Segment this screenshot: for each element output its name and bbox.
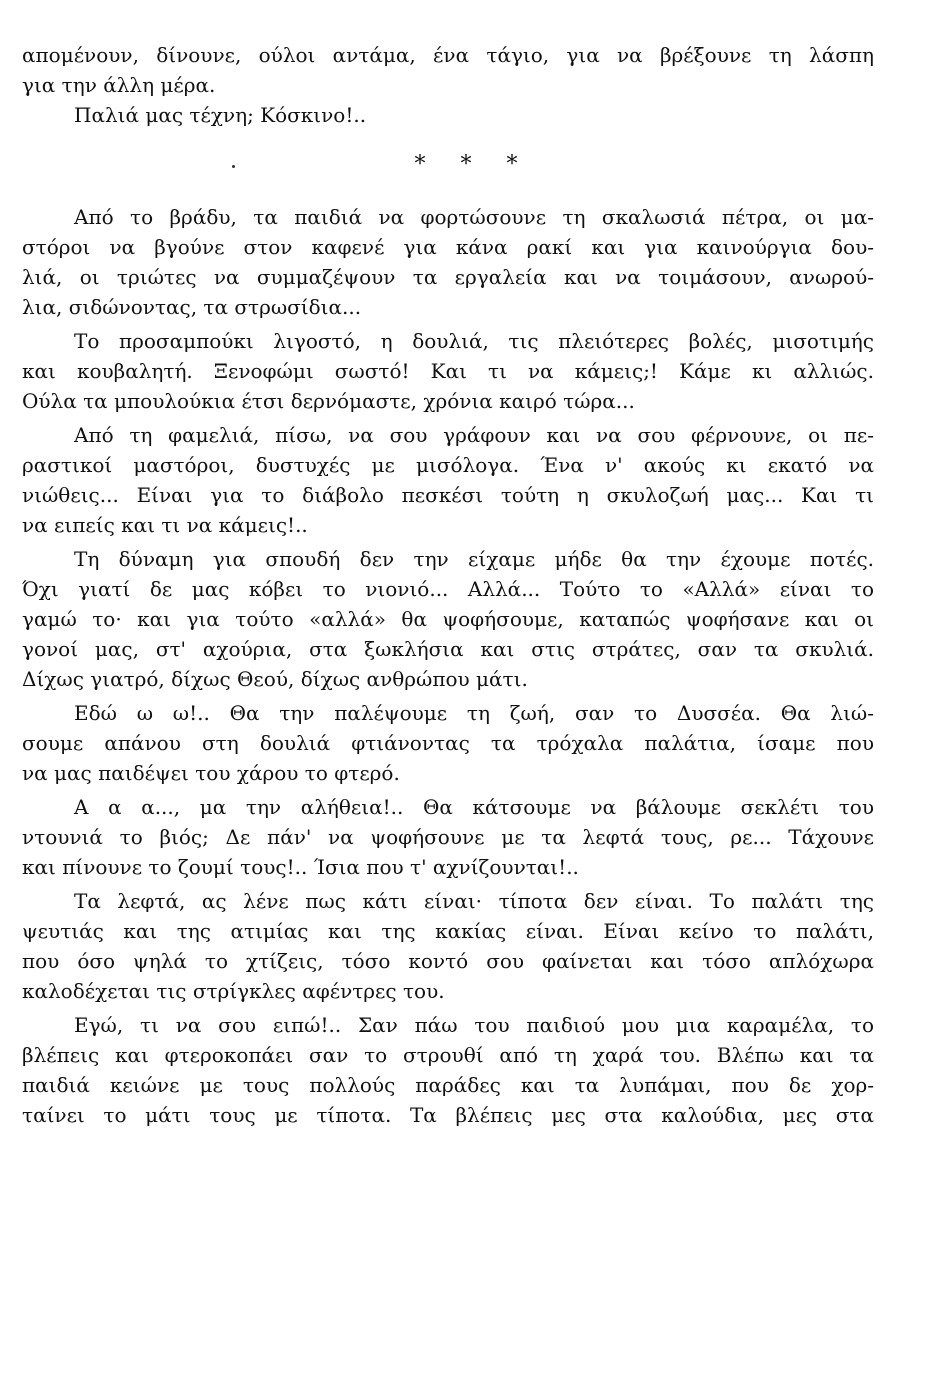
- text-line: λια, σιδώνοντας, τα στρωσίδια...: [22, 295, 362, 319]
- text-line: και κουβαλητή. Ξενοφώμι σωστό! Και τι να κάμεις;! Κάμε κι αλλιώς.: [22, 359, 874, 383]
- text-line: λιά, οι τριώτες να συμμαζέψουν τα εργαλεία και να τοιμάσουν, ανωρού-: [22, 265, 874, 289]
- text-line: γαμώ το· και για τούτο «αλλά» θα ψοφήσουμε, καταπώς ψοφήσανε και οι: [22, 607, 874, 631]
- text-line: να μας παιδέψει του χάρου το φτερό.: [22, 761, 400, 785]
- text-line: βλέπεις και φτεροκοπάει σαν το στρουθί από τη χαρά του. Βλέπω και τα: [22, 1043, 874, 1067]
- paragraph: [22, 698, 874, 788]
- paragraph: [22, 544, 874, 694]
- text-line: Από τη φαμελιά, πίσω, να σου γράφουν και να σου φέρνουνε, οι πε-: [74, 423, 874, 447]
- text-line: Τα λεφτά, ας λένε πως κάτι είναι· τίποτα δεν είναι. Το παλάτι της: [74, 889, 874, 913]
- paragraph: [22, 792, 874, 882]
- document-page: [22, 40, 874, 1130]
- paragraph: [22, 886, 874, 1006]
- stray-dot-mark: [232, 165, 235, 168]
- text-line: Α α α..., μα την αλήθεια!.. Θα κάτσουμε να βάλουμε σεκλέτι του: [74, 795, 874, 819]
- text-line: για την άλλη μέρα.: [22, 73, 216, 97]
- text-line: Παλιά μας τέχνη; Κόσκινο!..: [74, 103, 367, 127]
- text-line: Εγώ, τι να σου ειπώ!.. Σαν πάω του παιδιού μου μια καραμέλα, το: [74, 1013, 874, 1037]
- text-line: ντουνιά το βιός; Δε πάν' να ψοφήσουνε με τα λεφτά τους, ρε... Τάχουνε: [22, 825, 874, 849]
- text-line: ραστικοί μαστόροι, δυστυχές με μισόλογα. Ένα ν' ακούς κι εκατό να: [22, 453, 874, 477]
- text-line: και πίνουνε το ζουμί τους!.. Ίσια που τ' αχνίζουνται!..: [22, 855, 579, 879]
- text-line: καλοδέχεται τις στρίγκλες αφέντρες του.: [22, 979, 445, 1003]
- text-line: στόροι να βγούνε στον καφενέ για κάνα ρακί και για καινούργια δου-: [22, 235, 874, 259]
- text-line: που όσο ψηλά το χτίζεις, τόσο κοντό σου φαίνεται και τόσο απλόχωρα: [22, 949, 874, 973]
- text-line: ταίνει το μάτι τους με τίποτα. Τα βλέπεις μες στα καλούδια, μες στα: [22, 1103, 874, 1127]
- paragraph: [22, 1010, 874, 1130]
- text-line: Δίχως γιατρό, δίχως Θεού, δίχως ανθρώπου μάτι.: [22, 667, 528, 691]
- text-line: Ούλα τα μπουλούκια έτσι δερνόμαστε, χρόνια καιρό τώρα...: [22, 389, 635, 413]
- text-line: ψευτιάς και της ατιμίας και της κακίας είναι. Είναι κείνο το παλάτι,: [22, 919, 874, 943]
- text-line: Από το βράδυ, τα παιδιά να φορτώσουνε τη σκαλωσιά πέτρα, οι μα-: [74, 205, 874, 229]
- paragraph: [22, 326, 874, 416]
- section-separator: * * *: [414, 152, 532, 177]
- text-line: Εδώ ω ω!.. Θα την παλέψουμε τη ζωή, σαν το Δυσσέα. Θα λιώ-: [74, 701, 874, 725]
- text-line: νιώθεις... Είναι για το διάβολο πεσκέσι τούτη η σκυλοζωή μας... Και τι: [22, 483, 874, 507]
- text-line: παιδιά κειώνε με τους πολλούς παράδες και τα λυπάμαι, που δε χορ-: [22, 1073, 874, 1097]
- text-line: να ειπείς και τι να κάμεις!..: [22, 513, 308, 537]
- text-line: απομένουν, δίνουνε, ούλοι αντάμα, ένα τάγιο, για να βρέξουνε τη λάσπη: [22, 43, 874, 67]
- paragraphs-container: [22, 202, 874, 1130]
- text-line: Όχι γιατί δε μας κόβει το νιονιό... Αλλά... Τούτο το «Αλλά» είναι το: [22, 577, 874, 601]
- text-line: Το προσαμπούκι λιγοστό, η δουλιά, τις πλειότερες βολές, μισοτιμής: [74, 329, 874, 353]
- paragraph: [22, 420, 874, 540]
- text-line: γονοί μας, στ' αχούρια, στα ξωκλήσια και στις στράτες, σαν τα σκυλιά.: [22, 637, 874, 661]
- text-line: Τη δύναμη για σπουδή δεν την είχαμε μήδε θα την έχουμε ποτές.: [74, 547, 874, 571]
- paragraph: [22, 202, 874, 322]
- text-line: σουμε απάνου στη δουλιά φτιάνοντας τα τρόχαλα παλάτια, ίσαμε που: [22, 731, 874, 755]
